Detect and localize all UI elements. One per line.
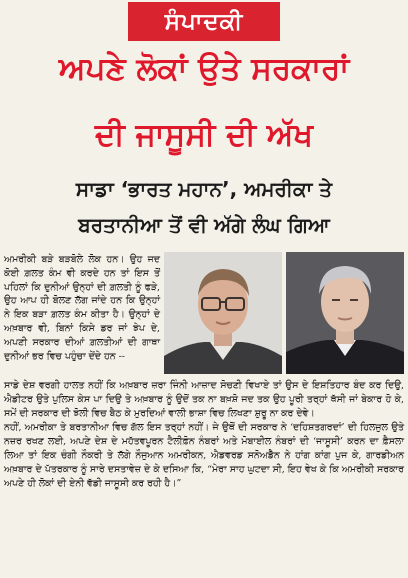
headline-line-1: ਅਪਣੇ ਲੋਕਾਂ ਉਤੇ ਸਰਕਾਰਾਂ: [58, 51, 350, 87]
section-banner: ਸੰਪਾਦਕੀ: [128, 2, 280, 41]
portrait-photo-right: [286, 252, 404, 374]
article-intro-paragraph: ਅਮਰੀਕੀ ਬੜੇ ਬੜਬੋਲੇ ਲੋਕ ਹਨ। ਉਹ ਜਦ ਕੋਈ ਗ਼ਲਤ ਕੰਮ ਵੀ ਕਰਦੇ ਹਨ ਤਾਂ ਇਸ ਤੋਂ ਪਹਿਲਾਂ ਕਿ ਦੁਨੀਆਂ ਉਨ੍ਹਾਂ ਦੀ ਗ਼ਲਤੀ ਨੂੰ ਫੜੇ, ਉਹ ਆਪ ਹੀ ਬੋਲਣ ਲੱਗ ਜਾਂਦੇ ਹਨ ਕਿ ਉਨ੍ਹਾਂ ਨੇ ਇਕ ਬੜਾ ਗ਼ਲਤ ਕੰਮ ਕੀਤਾ ਹੈ। ਉਨ੍ਹਾਂ ਦੇ ਅਖ਼ਬਾਰ ਵੀ, ਬਿਨਾਂ ਕਿਸੇ ਡਰ ਜਾਂ ਝੇਪ ਦੇ, ਅਪਣੀ ਸਰਕਾਰ ਦੀਆਂ ਗ਼ਲਤੀਆਂ ਦੀ ਗਾਥਾ ਦੁਨੀਆਂ ਭਰ ਵਿਚ ਪਹੁੰਚਾ ਦੇਂਦੇ ਹਨ --: [4, 254, 160, 362]
portrait-man-silver-hair-icon: [286, 252, 404, 374]
article-body-fullwidth: [4, 379, 404, 490]
portrait-man-glasses-icon: [164, 252, 282, 374]
article-intro-column: [4, 253, 160, 363]
article-paragraph-3: ਨਹੀਂ, ਅਮਰੀਕਾ ਤੇ ਬਰਤਾਨੀਆ ਵਿਚ ਗੱਲ ਇਸ ਤਰ੍ਹਾਂ ਨਹੀਂ। ਜੇ ਉਥੋਂ ਦੀ ਸਰਕਾਰ ਨੇ ‘ਦਹਿਸ਼ਤਗਰਦਾਂ’ ਦੀ ਹਿਲਜੁਲ ਉਤੇ ਨਜ਼ਰ ਰਖਣ ਲਈ, ਅਪਣੇ ਦੇਸ਼ ਦੇ ਮਹੱਤਵਪੂਰਨ ਟੈਲੀਫ਼ੋਨ ਨੰਬਰਾਂ ਅਤੇ ਮੋਬਾਈਲ ਨੰਬਰਾਂ ਦੀ ‘ਜਾਸੂਸੀ’ ਕਰਨ ਦਾ ਫ਼ੈਸਲਾ ਲਿਆ ਤਾਂ ਇਕ ਚੰਗੀ ਨੌਕਰੀ ਤੇ ਲੱਗੇ ਨੌਜੁਆਨ ਅਮਰੀਕਨ, ਐਡਵਰਡ ਸਨੋਅਡੈੱਨ ਨੇ ਹਾਂਗ ਕਾਂਗ ਪੁਜ ਕੇ, ਗਾਰਡੀਅਨ ਅਖ਼ਬਾਰ ਦੇ ਪੱਤਰਕਾਰ ਨੂੰ ਸਾਰੇ ਦਸਤਾਵੇਜ਼ ਦੇ ਕੇ ਦਸਿਆ ਕਿ, “ਮੇਰਾ ਸਾਹ ਘੁਟਦਾ ਸੀ, ਇਹ ਵੇਖ ਕੇ ਕਿ ਅਮਰੀਕੀ ਸਰਕਾਰ ਅਪਣੇ ਹੀ ਲੋਕਾਂ ਦੀ ਏਨੀ ਵੱਡੀ ਜਾਸੂਸੀ ਕਰ ਰਹੀ ਹੈ।”: [4, 422, 404, 489]
portrait-photo-left: [164, 252, 282, 374]
subheadline-line-1: ਸਾਡਾ ‘ਭਾਰਤ ਮਹਾਨ’, ਅਮਰੀਕਾ ਤੇ: [75, 177, 333, 201]
article-paragraph-2: ਸਾਡੇ ਦੇਸ਼ ਵਰਗੀ ਹਾਲਤ ਨਹੀਂ ਕਿ ਅਖ਼ਬਾਰ ਜ਼ਰਾ ਜਿੰਨੀ ਆਜ਼ਾਦ ਸੋਚਣੀ ਵਿਖਾਏ ਤਾਂ ਉਸ ਦੇ ਇਸ਼ਤਿਹਾਰ ਬੰਦ ਕਰ ਦਿਉ, ਐਡੀਟਰ ਉਤੇ ਪੁਲਿਸ ਕੇਸ ਪਾ ਦਿਉ ਤੇ ਅਖ਼ਬਾਰ ਨੂੰ ਉਦੋਂ ਤਕ ਨਾ ਬਖ਼ਸ਼ੋ ਜਦ ਤਕ ਉਹ ਪੂਰੀ ਤਰ੍ਹਾਂ ਥੱਸੀ ਜਾਂ ਬੇਕਾਰ ਹੋ ਕੇ, ਸਮੇਂ ਦੀ ਸਰਕਾਰ ਦੀ ਝੋਲੀ ਵਿਚ ਬੈਠ ਕੇ ਮੁਰਦਿਆਂ ਵਾਲੀ ਭਾਸ਼ਾ ਵਿਚ ਲਿਖਣਾ ਸ਼ੁਰੂ ਨਾ ਕਰ ਦੇਵੇ।: [4, 380, 404, 419]
subheadline-line-2: ਬਰਤਾਨੀਆ ਤੋਂ ਵੀ ਅੱਗੇ ਲੰਘ ਗਿਆ: [78, 213, 330, 237]
headline-line-2: ਦੀ ਜਾਸੂਸੀ ਦੀ ਅੱਖ: [94, 117, 314, 153]
